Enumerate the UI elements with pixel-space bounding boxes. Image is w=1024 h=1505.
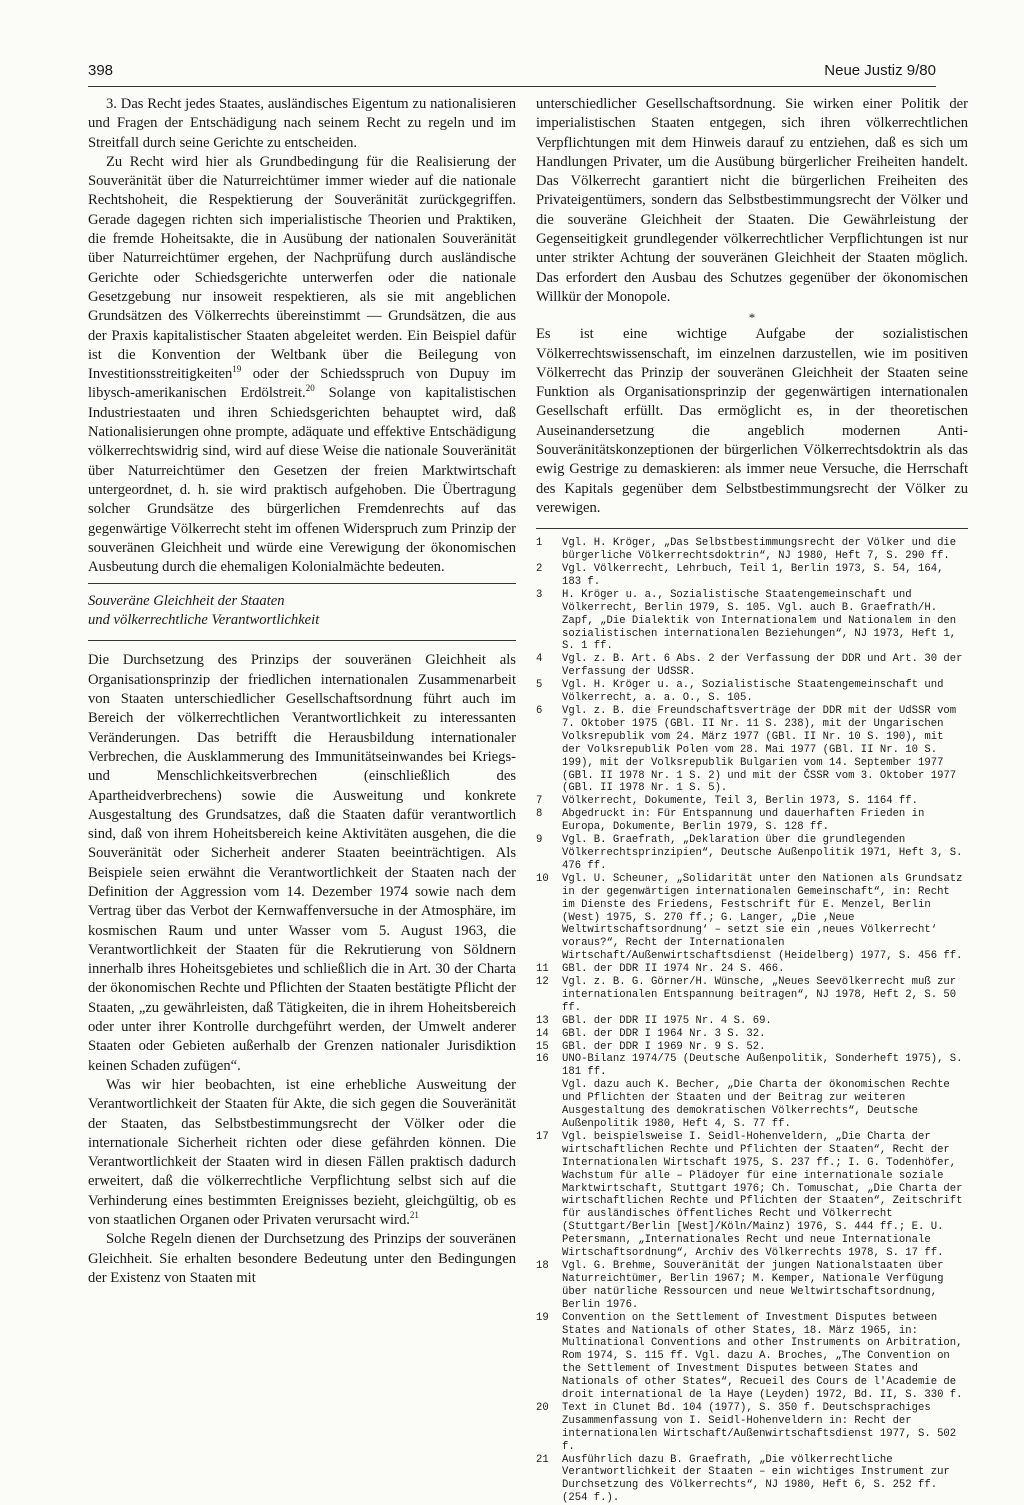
footnote-number: 7 (536, 795, 543, 808)
footnote-number: 16 (536, 1053, 549, 1066)
footnote (536, 679, 968, 705)
footnote-ref: 19 (232, 364, 242, 375)
paragraph-text: Was wir hier beobachten, ist eine erhebliche Ausweitung der Verantwortlichkeit der Staaten für Akte, die sich gegen die Souveränität der Staaten, das Selbstbestimmungsrecht der Völker oder die internationale Sicherheit richten oder diese gefährden können. Die Verantwortlichkeit der Staaten wird in diesen Fällen praktisch dadurch erweitert, daß die völkerrechtliche Verpflichtung selbst sich auf die Verhinderung eines bestimmten Ereignisses bezieht, gleichgültig, ob es von staatlichen Organen oder Privaten verursacht wird. (88, 1076, 516, 1229)
footnote-number: 20 (536, 1401, 549, 1414)
footnote-number: 15 (536, 1040, 549, 1053)
footnote-text: UNO-Bilanz 1974/75 (Deutsche Außenpolitik, Sonderheft 1975), S. 181 ff. (562, 1053, 963, 1079)
footnote-number: 10 (536, 872, 549, 885)
footnote-text: Vgl. z. B. G. Görner/H. Wünsche, „Neues Seevölkerrecht muß zur internationalen Entspannung beitragen“, NJ 1978, Heft 2, S. 50 ff. (562, 976, 957, 1014)
footnote (536, 795, 968, 808)
footnote-text: Vgl. H. Kröger, „Das Selbstbestimmungsrecht der Völker und die bürgerliche Völkerrechtsdoktrin“, NJ 1980, Heft 7, S. 290 ff. (562, 537, 957, 563)
paragraph-text: oder der Schiedsspruch von Dupuy im libysch-amerikanischen Erdölstreit. (88, 366, 516, 402)
footnote (536, 1041, 968, 1054)
footnote-number: 1 (536, 537, 543, 550)
footnote-text: Vgl. B. Graefrath, „Deklaration über die grundlegenden Völkerrechtsprinzipien“, Deutsche Außenpolitik 1971, Heft 3, S. 476 ff. (562, 834, 963, 872)
footnote-number: 6 (536, 705, 543, 718)
footnote (536, 834, 968, 873)
paragraph: Die Durchsetzung des Prinzips der souveränen Gleichheit als Organisationsprinzip der friedlichen internationalen Zusammenarbeit von Staaten unterschiedlicher Gesellschaftsordnung führt auch im Bereich der völkerrechtlichen Verantwortlichkeit zu interessanten Veränderungen. Das betrifft die Herausbildung internationaler Verbrechen, die Ausklammerung des Immunitätseinwandes bei Kriegs- und Menschlichkeitsverbrechen (einschließlich des Apartheidverbrechens) sowie die Ausweitung und konkrete Ausgestaltung des Grundsatzes, daß die Staaten dafür verantwortlich sind, daß von ihrem Hoheitsbereich keine Aktivitäten ausgehen, die die Souveränität oder Sicherheit anderer Staaten beeinträchtigen. Als Beispiele seien erwähnt die Verantwortlichkeit der Staaten nach der Definition der Aggression vom 14. Dezember 1974 sowie nach dem Vertrag über das Verbot der Kernwaffenversuche in der Atmosphäre, im kosmischen Raum und unter Wasser vom 5. August 1963, die Verantwortlichkeit der Staaten für die Rekrutierung von Söldnern innerhalb ihres Hoheitsgebietes und schließlich die in Art. 30 der Charta der ökonomischen Rechte und Pflichten der Staaten bestätigte Pflicht der Staaten, „zu gewährleisten, daß Tätigkeiten, die in ihrem Hoheitsbereich oder unter ihrer Kontrolle durchgeführt werden, der Umwelt anderer Staaten oder Gebieten außerhalb der Grenzen nationaler Jurisdiktion keinen Schaden zufügen“. (88, 652, 516, 1074)
footnote-divider (536, 528, 968, 529)
footnote-number: 14 (536, 1027, 549, 1040)
footnote-number: 12 (536, 976, 549, 989)
paragraph: Es ist eine wichtige Aufgabe der sozialistischen Völkerrechtswissenschaft, im einzelnen darzustellen, wie im positiven Völkerrecht das Prinzip der souveränen Gleichheit der Staaten seine Funktion als Organisationsprinzip der gegenwärtigen internationalen Gesellschaft erfüllt. Das ermöglicht es, in der theoretischen Auseinandersetzung die angeblich modernen Anti-Souveränitätskonzeptionen der bürgerlichen Völkerrechtsdoktrin als das ewig Gestrige zu demaskieren: als immer neue Versuche, die Herrschaft des Kapitals gegenüber dem Selbstbestimmungsrecht der Völker zu verewigen. (536, 326, 968, 516)
footnote-number: 19 (536, 1311, 549, 1324)
footnote-text: Vgl. H. Kröger u. a., Sozialistische Staatengemeinschaft und Völkerrecht, a. a. O., S. 105. (562, 679, 944, 705)
footnote (536, 1015, 968, 1028)
footnote-text: Vgl. z. B. die Freundschaftsverträge der DDR mit der UdSSR vom 7. Oktober 1975 (GBl. II Nr. 11 S. 238), mit der Ungarischen Volksrepublik vom 24. März 1977 (GBl. II Nr. 10 S. 190), mit der Volksrepublik Polen vom 28. Mai 1977 (GBl. II Nr. 10 S. 199), mit der Volksrepublik Bulgarien vom 14. September 1977 (GBl. II 1978 Nr. 1 S. 2) und mit der ČSSR vom 3. Oktober 1977 (GBl. II 1978 Nr. 1 S. 5). (562, 705, 957, 795)
footnote (536, 1079, 968, 1131)
footnote-text: Vgl. beispielsweise I. Seidl-Hohenveldern, „Die Charta der wirtschaftlichen Rechte und Pflichten der Staaten“, Recht der Internationalen Wirtschaft 1975, S. 237 ff.; I. G. Todenhöfer, Wachstum für alle – Plädoyer für eine internationale soziale Marktwirtschaft, Stuttgart 1976; Ch. Tomuschat, „Die Charta der wirtschaftlichen Rechte und Pflichten der Staaten“, Zeitschrift für ausländisches öffentliches Recht und Völkerrecht (Stuttgart/Berlin [West]/Köln/Mainz) 1976, S. 444 ff.; E. U. Petersmann, „Internationales Recht und neue Internationale Wirtschaftsordnung“, Archiv des Völkerrechts 1978, S. 17 ff. (562, 1130, 963, 1260)
footnote-text: Vgl. U. Scheuner, „Solidarität unter den Nationen als Grundsatz in der gegenwärtigen internationalen Gemeinschaft“, in: Recht im Dienste des Friedens, Festschrift für E. Menzel, Berlin (West) 1975, S. 270 ff.; G. Langer, „Die ‚Neue Weltwirtschaftsordnung‘ – setzt sie ein ‚neues Völkerrecht‘ voraus?“, Recht der Internationalen Wirtschaft/Außenwirtschaftsdienst (Heidelberg) 1977, S. 456 ff. (562, 872, 963, 963)
footnote-text: GBl. der DDR II 1974 Nr. 24 S. 466. (562, 963, 785, 976)
section-heading (88, 583, 516, 641)
footnote-text: Abgedruckt in: Für Entspannung und dauerhaften Frieden in Europa, Dokumente, Berlin 1979, S. 128 ff. (562, 808, 925, 834)
footnote-number: 8 (536, 808, 543, 821)
section-heading-line: Souveräne Gleichheit der Staaten (88, 593, 285, 610)
footnote-number (536, 1079, 562, 1131)
page-header (88, 60, 936, 87)
footnote (536, 705, 968, 795)
footnote (536, 1028, 968, 1041)
footnote-text: GBl. der DDR II 1975 Nr. 4 S. 69. (562, 1014, 772, 1027)
footnote-text: Vgl. G. Brehme, Souveränität der jungen Nationalstaaten über Naturreichtümer, Berlin 1967; M. Kemper, Nationale Verfügung über natürliche Ressourcen und neue Weltwirtschaftsordnung, Berlin 1976. (562, 1259, 944, 1311)
footnote-ref: 20 (305, 383, 315, 394)
right-column (536, 95, 968, 1505)
footnote-number: 18 (536, 1259, 549, 1272)
footnote-text: Convention on the Settlement of Investment Disputes between States and Nationals of other States, 18. März 1965, in: Multinational Conventions and other Instruments on Arbitration, Rom 1974, S. 115 ff. Vgl. dazu A. Broches, „The Convention on the Settlement of Investment Disputes between States and Nationals of other States“, Recueil des Cours de l'Academie de droit international de la Haye (Leyden) 1972, Bd. II, S. 330 f. (562, 1311, 963, 1402)
footnote-number: 13 (536, 1014, 549, 1027)
footnote (536, 563, 968, 589)
footnote (536, 1402, 968, 1454)
section-heading-line: und völkerrechtliche Verantwortlichkeit (88, 612, 320, 629)
paragraph: Solche Regeln dienen der Durchsetzung des Prinzips der souveränen Gleichheit. Sie erhalten besondere Bedeutung unter den Bedingungen der Existenz von Staaten mit (88, 1231, 516, 1286)
footnote (536, 1053, 968, 1079)
footnote-text: Vgl. dazu auch K. Becher, „Die Charta der ökonomischen Rechte und Pflichten der Staaten und der Beitrag zur weiteren Ausgestaltung des demokratischen Völkerrechts“, Deutsche Außenpolitik 1980, Heft 4, S. 77 ff. (562, 1079, 950, 1131)
footnote (536, 537, 968, 563)
footnote-text: GBl. der DDR I 1964 Nr. 3 S. 32. (562, 1027, 766, 1040)
footnote-number: 5 (536, 679, 543, 692)
left-column (88, 95, 516, 1288)
footnote-number: 11 (536, 963, 549, 976)
footnote-text: Text in Clunet Bd. 104 (1977), S. 350 f. Deutschsprachiges Zusammenfassung von I. Seidl-Hohenveldern in: Recht der internationalen Wirtschaft/Außenwirtschaftsdienst 1977, S. 502 f. (562, 1401, 957, 1453)
footnote (536, 653, 968, 679)
footnote-text: Völkerrecht, Dokumente, Teil 3, Berlin 1973, S. 1164 ff. (562, 795, 919, 808)
footnote-text: Vgl. Völkerrecht, Lehrbuch, Teil 1, Berlin 1973, S. 54, 164, 183 f. (562, 563, 944, 588)
footnote-text: Vgl. z. B. Art. 6 Abs. 2 der Verfassung der DDR und Art. 30 der Verfassung der UdSSR. (562, 653, 963, 679)
footnote-number: 4 (536, 653, 543, 666)
footnote-number: 21 (536, 1453, 549, 1466)
footnote (536, 589, 968, 654)
footnote (536, 1454, 968, 1505)
footnote-text: Ausführlich dazu B. Graefrath, „Die völkerrechtliche Verantwortlichkeit der Staaten – ein wichtiges Instrument zur Durchsetzung des Völkerrechts“, NJ 1980, Heft 6, S. 252 ff. (254 f.). (562, 1453, 950, 1505)
paragraph: unterschiedlicher Gesellschaftsordnung. Sie wirken einer Politik der imperialistischen Staaten entgegen, sich ihren völkerrechtlichen Verpflichtungen mit dem Hinweis darauf zu entziehen, daß es sich um Handlungen Privater, um die Ausübung bürgerlicher Freiheiten handelt. Das Völkerrecht garantiert nicht die bürgerlichen Freiheiten des Privateigentümers, sondern das Selbstbestimmungsrecht der Völker und die souveräne Gleichheit der Staaten. Die Gewährleistung der Gegenseitigkeit grundlegender völkerrechtlicher Verpflichtungen ist nur unter strikter Achtung der souveränen Gleichheit der Staaten möglich. Das erfordert den Ausbau des Schutzes gegenüber der ökonomischen Willkür der Monopole. (536, 96, 968, 305)
footnote-number: 9 (536, 834, 543, 847)
footnote (536, 963, 968, 976)
paragraph (88, 153, 516, 578)
footnote-ref: 21 (409, 1210, 419, 1221)
paragraph: 3. Das Recht jedes Staates, ausländisches Eigentum zu nationalisieren und Fragen der Entschädigung nach seinem Recht zu regeln und im Streitfall durch seine Gerichte zu entscheiden. (88, 96, 516, 151)
paragraph-text: Zu Recht wird hier als Grundbedingung für die Realisierung der Souveränität über die Naturreichtümer immer wieder auf die nationale Rechtshoheit, die Respektierung der Souveränität zurückgegriffen. Gerade dagegen richten sich imperialistische Theorien und Praktiken, die fremde Hoheitsakte, die in Ausübung der nationalen Souveränität über Naturreichtümer ergehen, der Nachprüfung durch ausländische Gerichte oder Schiedsgerichte unterwerfen oder die nationale Gesetzgebung nur insoweit respektieren, als sie mit angeblichen Grundsätzen des Völkerrechts übereinstimmt — Grundsätzen, die aus der Praxis kapitalistischer Staaten abgeleitet werden. Ein Beispiel dafür ist die Konvention der Weltbank über die Beilegung von Investitionsstreitigkeiten (88, 153, 516, 383)
footnote-number: 3 (536, 588, 543, 601)
footnote (536, 1260, 968, 1312)
separator: * (748, 310, 756, 326)
footnote (536, 808, 968, 834)
paragraph (88, 1076, 516, 1230)
page-number: 398 (88, 62, 114, 79)
footnotes (536, 537, 968, 1505)
paragraph-text: Solange von kapitalistischen Industriestaaten und ihren Schiedsgerichten behauptet wird, daß Nationalisierungen ohne prompte, adäquate und effektive Entschädigung völkerrechtswidrig sind, wird auf diese Weise die nationale Souveränität über Naturreichtümer den Gesetzen der freien Marktwirtschaft untergeordnet, d. h. sie wird praktisch aufgehoben. Die Übertragung solcher Grundsätze des bürgerlichen Fremdenrechts auf das gegenwärtige Völkerrecht steht im offenen Widerspruch zum Prinzip der souveränen Gleichheit und würde eine Verewigung der ökonomischen Ausbeutung durch die ehemaligen Kolonialmächte bedeuten. (88, 385, 516, 576)
footnote-text: H. Kröger u. a., Sozialistische Staatengemeinschaft und Völkerrecht, Berlin 1979, S. 105. Vgl. auch B. Graefrath/H. Zapf, „Die Dialektik von Internationalem und Nationalem in den sozialistischen internationalen Beziehungen“, NJ 1973, Heft 1, S. 1 ff. (562, 588, 957, 653)
footnote (536, 873, 968, 963)
footnote-number: 2 (536, 563, 543, 576)
footnote (536, 1312, 968, 1402)
footnote-text: GBl. der DDR I 1969 Nr. 9 S. 52. (562, 1040, 766, 1053)
journal-title: Neue Justiz 9/80 (824, 62, 936, 79)
footnote (536, 976, 968, 1015)
footnote-number: 17 (536, 1130, 549, 1143)
footnote (536, 1131, 968, 1260)
